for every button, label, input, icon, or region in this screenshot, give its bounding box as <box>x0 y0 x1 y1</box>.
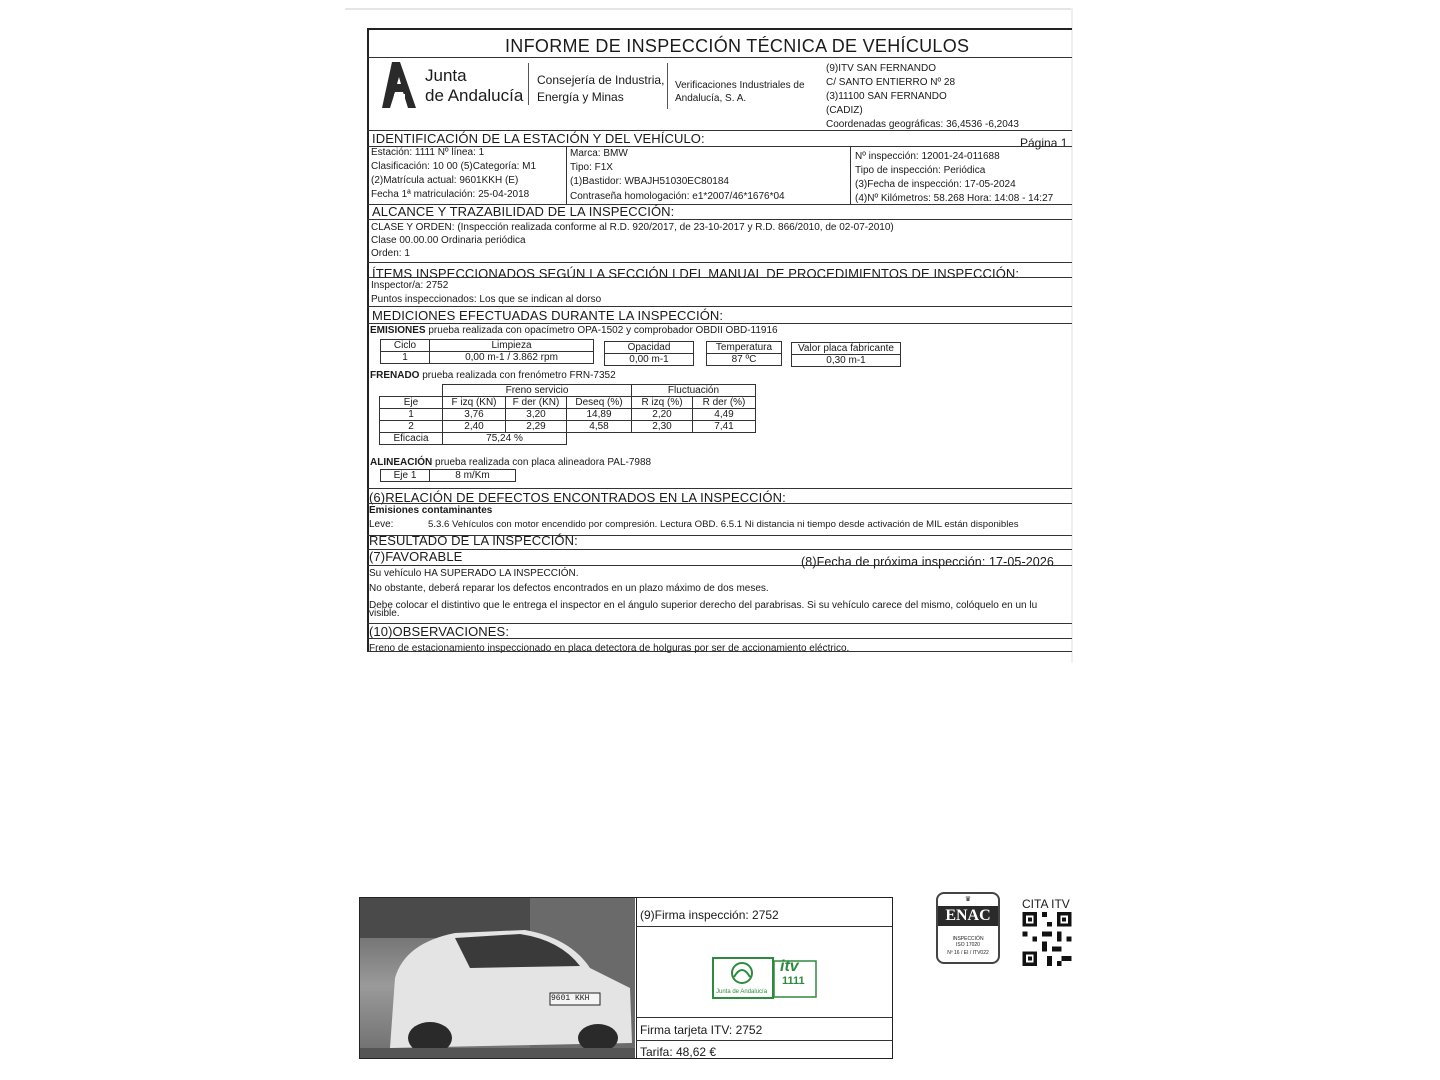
homologation-line: Contraseña homologación: e1*2007/46*1676*04 <box>570 191 785 202</box>
cita-itv-label: CITA ITV <box>1022 897 1070 911</box>
table-cell: 2,20 <box>632 409 693 421</box>
table-row <box>380 409 756 421</box>
inspection-date-line: (3)Fecha de inspección: 17-05-2024 <box>855 179 1016 190</box>
alignment-line <box>370 457 651 469</box>
alignment-label: ALINEACIÓN <box>370 457 433 468</box>
emissions-line <box>370 325 778 337</box>
table-cell: 2,40 <box>443 421 506 433</box>
station-line: Estación: 1111 Nº línea: 1 <box>371 147 485 158</box>
km-time-line: (4)Nº Kilómetros: 58.268 Hora: 14:08 - 14:27 <box>855 193 1054 204</box>
obs-bottom-rule <box>367 651 1072 652</box>
inspector-line: Inspector/a: 2752 <box>371 280 449 291</box>
vehicle-image-icon <box>360 898 635 1058</box>
consejeria-line1: Consejería de Industria, <box>537 73 665 87</box>
signature-label: (9)Firma inspección: 2752 <box>640 908 779 922</box>
col-f-izq: F izq (KN) <box>443 397 506 409</box>
result-heading: RESULTADO DE LA INSPECCIÓN: <box>369 533 578 548</box>
plate-line: (2)Matrícula actual: 9601KKH (E) <box>371 175 519 186</box>
vin-line: (1)Bastidor: WBAJH51030EC80184 <box>570 176 729 187</box>
table-cell: 7,41 <box>693 421 756 433</box>
table-cell: 14,89 <box>567 409 632 421</box>
inspection-number-line: Nº inspección: 12001-24-011688 <box>855 151 1000 162</box>
footer-divider <box>636 898 637 1058</box>
type-line: Tipo: F1X <box>570 162 613 173</box>
brakes-corner <box>380 385 443 397</box>
org-name-line2: de Andalucía <box>425 86 524 105</box>
observations-text: Freno de estacionamiento inspeccionado en placa detectora de holguras por ser de accionamiento eléctrico. <box>369 643 850 654</box>
inspection-type-line: Tipo de inspección: Periódica <box>855 165 986 176</box>
cycle-header: Ciclo <box>381 340 430 352</box>
result-line-3: Debe colocar el distintivo que le entrega el inspector en el ángulo superior derecho del parabrisas. Si su vehículo carece del mismo, colóquelo en un lu <box>369 600 1038 611</box>
temperature-header: Temperatura <box>707 342 782 354</box>
table-cell: 3,20 <box>506 409 567 421</box>
measurements-heading: MEDICIONES EFECTUADAS DURANTE LA INSPECCIÓN: <box>372 308 724 323</box>
items-top-rule <box>367 262 1072 263</box>
ident-col-divider-2 <box>850 146 851 204</box>
ident-col-divider-1 <box>566 146 567 204</box>
brake-service-header: Freno servicio <box>443 385 632 397</box>
items-heading: ÍTEMS INSPECCIONADOS SEGÚN LA SECCIÓN I DEL MANUAL DE PROCEDIMIENTOS DE INSPECCIÓN: <box>372 266 1020 281</box>
table-cell: 4,49 <box>693 409 756 421</box>
scope-class: Clase 00.00.00 Ordinaria periódica <box>371 235 526 246</box>
efficacy-row <box>380 433 756 445</box>
brakes-table <box>379 384 756 445</box>
classification-line: Clasificación: 10 00 (5)Categoría: M1 <box>371 161 537 172</box>
verif-line1: Verificaciones Industriales de <box>675 80 805 91</box>
defects-top-rule <box>367 488 1072 489</box>
station-coordinates: Coordenadas geográficas: 36,4536 -6,2043 <box>826 119 1019 130</box>
col-r-izq: R izq (%) <box>632 397 693 409</box>
consejeria-line2: Energía y Minas <box>537 90 624 104</box>
stamp-org: Junta de Andalucía <box>716 989 768 995</box>
scope-order: Orden: 1 <box>371 248 410 259</box>
first-registration-line: Fecha 1ª matriculación: 25-04-2018 <box>371 189 530 200</box>
col-eje: Eje <box>380 397 443 409</box>
col-deseq: Deseq (%) <box>567 397 632 409</box>
stamp-number: 1111 <box>782 975 805 987</box>
opacity-value: 0,00 m-1 <box>605 354 694 366</box>
enac-sub-1: INSPECCIÓN <box>952 936 984 942</box>
verif-line2: Andalucía, S. A. <box>675 93 747 104</box>
title-top-rule <box>367 28 1072 30</box>
emissions-cycle-table <box>380 339 594 364</box>
enac-sub-2: ISO 17020 <box>956 942 980 948</box>
station-city: (3)11100 SAN FERNANDO <box>826 91 947 102</box>
brand-line: Marca: BMW <box>570 148 628 159</box>
result-line-4: visible. <box>369 608 400 619</box>
opacity-table <box>604 341 694 366</box>
table-row <box>380 421 756 433</box>
page-number: Página 1 <box>1020 136 1068 150</box>
result-line-1: Su vehículo HA SUPERADO LA INSPECCIÓN. <box>369 568 579 579</box>
station-name: (9)ITV SAN FERNANDO <box>826 63 937 74</box>
document-title: INFORME DE INSPECCIÓN TÉCNICA DE VEHÍCULOS <box>505 36 970 56</box>
brakes-line <box>370 370 616 382</box>
scope-class-order: CLASE Y ORDEN: (Inspección realizada conforme al R.D. 920/2017, de 23-10-2017 y R.D. 866/2010, de 02-07-2010) <box>371 222 894 233</box>
meas-heading-rule <box>367 323 1072 324</box>
fee-rule <box>636 1040 892 1041</box>
itv-stamp <box>712 955 818 1003</box>
logo-divider-2 <box>667 63 668 109</box>
items-heading-rule <box>367 277 1072 278</box>
defect-level: Leve: <box>369 519 394 530</box>
next-inspection-date: (8)Fecha de próxima inspección: 17-05-2026 <box>801 555 1054 569</box>
table-cell: 2 <box>380 421 443 433</box>
ident-heading: IDENTIFICACIÓN DE LA ESTACIÓN Y DEL VEHÍCULO: <box>372 131 705 146</box>
meas-top-rule <box>367 306 1072 307</box>
plate-value-table <box>791 342 901 367</box>
org-name-line1: Junta <box>425 66 467 85</box>
defects-heading: (6)RELACIÓN DE DEFECTOS ENCONTRADOS EN LA INSPECCIÓN: <box>369 490 786 505</box>
obs-heading-rule <box>367 638 1072 639</box>
temperature-table <box>706 341 782 366</box>
enac-badge <box>936 892 1000 964</box>
result-heading-rule <box>367 549 1072 550</box>
photo-plate-text: 9601 KKH <box>551 994 590 1003</box>
vehicle-photo <box>360 898 635 1058</box>
signature-rule <box>636 926 892 927</box>
brakes-label: FRENADO <box>370 370 420 381</box>
crown-icon: ♛ <box>964 896 972 903</box>
table-cell: 2,30 <box>632 421 693 433</box>
efficacy-label: Eficacia <box>380 433 443 445</box>
points-line: Puntos inspeccionados: Los que se indican al dorso <box>371 294 602 305</box>
observations-heading: (10)OBSERVACIONES: <box>369 624 510 639</box>
scope-heading: ALCANCE Y TRAZABILIDAD DE LA INSPECCIÓN: <box>372 204 675 219</box>
alignment-table <box>380 469 516 482</box>
plate-value: 0,30 m-1 <box>792 355 901 367</box>
qr-code-icon[interactable] <box>1022 912 1072 966</box>
cleaning-header: Limpieza <box>430 340 594 352</box>
result-line-2: No obstante, deberá reparar los defectos encontrados en un plazo máximo de dos meses. <box>369 583 769 594</box>
table-cell: 1 <box>380 409 443 421</box>
station-street: C/ SANTO ENTIERRO Nº 28 <box>826 77 956 88</box>
alignment-value: 8 m/Km <box>430 470 516 482</box>
enac-sub-3: Nº 16 / EI / ITV022 <box>947 950 989 956</box>
col-r-der: R der (%) <box>693 397 756 409</box>
scope-heading-rule <box>367 219 1072 220</box>
emissions-text: prueba realizada con opacímetro OPA-1502 y comprobador OBDII OBD-11916 <box>428 325 778 336</box>
fluctuation-header: Fluctuación <box>632 385 756 397</box>
opacity-header: Opacidad <box>605 342 694 354</box>
brakes-text: prueba realizada con frenómetro FRN-7352 <box>422 370 616 381</box>
efficacy-value: 75,24 % <box>443 433 567 445</box>
defect-group: Emisiones contaminantes <box>369 505 493 516</box>
temperature-value: 87 ºC <box>707 354 782 366</box>
enac-text: ENAC <box>945 907 991 924</box>
plate-value-header: Valor placa fabricante <box>792 343 901 355</box>
alignment-text: prueba realizada con placa alineadora PAL-7988 <box>435 457 652 468</box>
cleaning-value: 0,00 m-1 / 3.862 rpm <box>430 352 594 364</box>
defect-text: 5.3.6 Vehículos con motor encendido por compresión. Lectura OBD. 6.5.1 Ni distancia ni tiempo desde activación de MIL están disponibles <box>428 519 1019 530</box>
title-bottom-rule <box>367 57 1072 58</box>
emissions-label: EMISIONES <box>370 325 426 336</box>
result-verdict: (7)FAVORABLE <box>369 549 463 564</box>
junta-andalucia-logo-icon <box>382 62 418 108</box>
table-cell: 3,76 <box>443 409 506 421</box>
fee-label: Tarifa: 48,62 € <box>640 1045 717 1059</box>
sheet-top-edge <box>345 8 1071 10</box>
stamp-itv: itv <box>780 958 799 975</box>
cycle-value: 1 <box>381 352 430 364</box>
result-verdict-rule <box>367 565 1072 566</box>
card-rule <box>636 1017 892 1018</box>
alignment-axle: Eje 1 <box>381 470 430 482</box>
table-cell: 4,58 <box>567 421 632 433</box>
logo-divider <box>528 63 529 105</box>
card-signature-label: Firma tarjeta ITV: 2752 <box>640 1023 763 1037</box>
table-cell: 2,29 <box>506 421 567 433</box>
defects-heading-rule <box>367 503 1072 504</box>
col-f-der: F der (KN) <box>506 397 567 409</box>
station-province: (CADIZ) <box>826 105 863 116</box>
